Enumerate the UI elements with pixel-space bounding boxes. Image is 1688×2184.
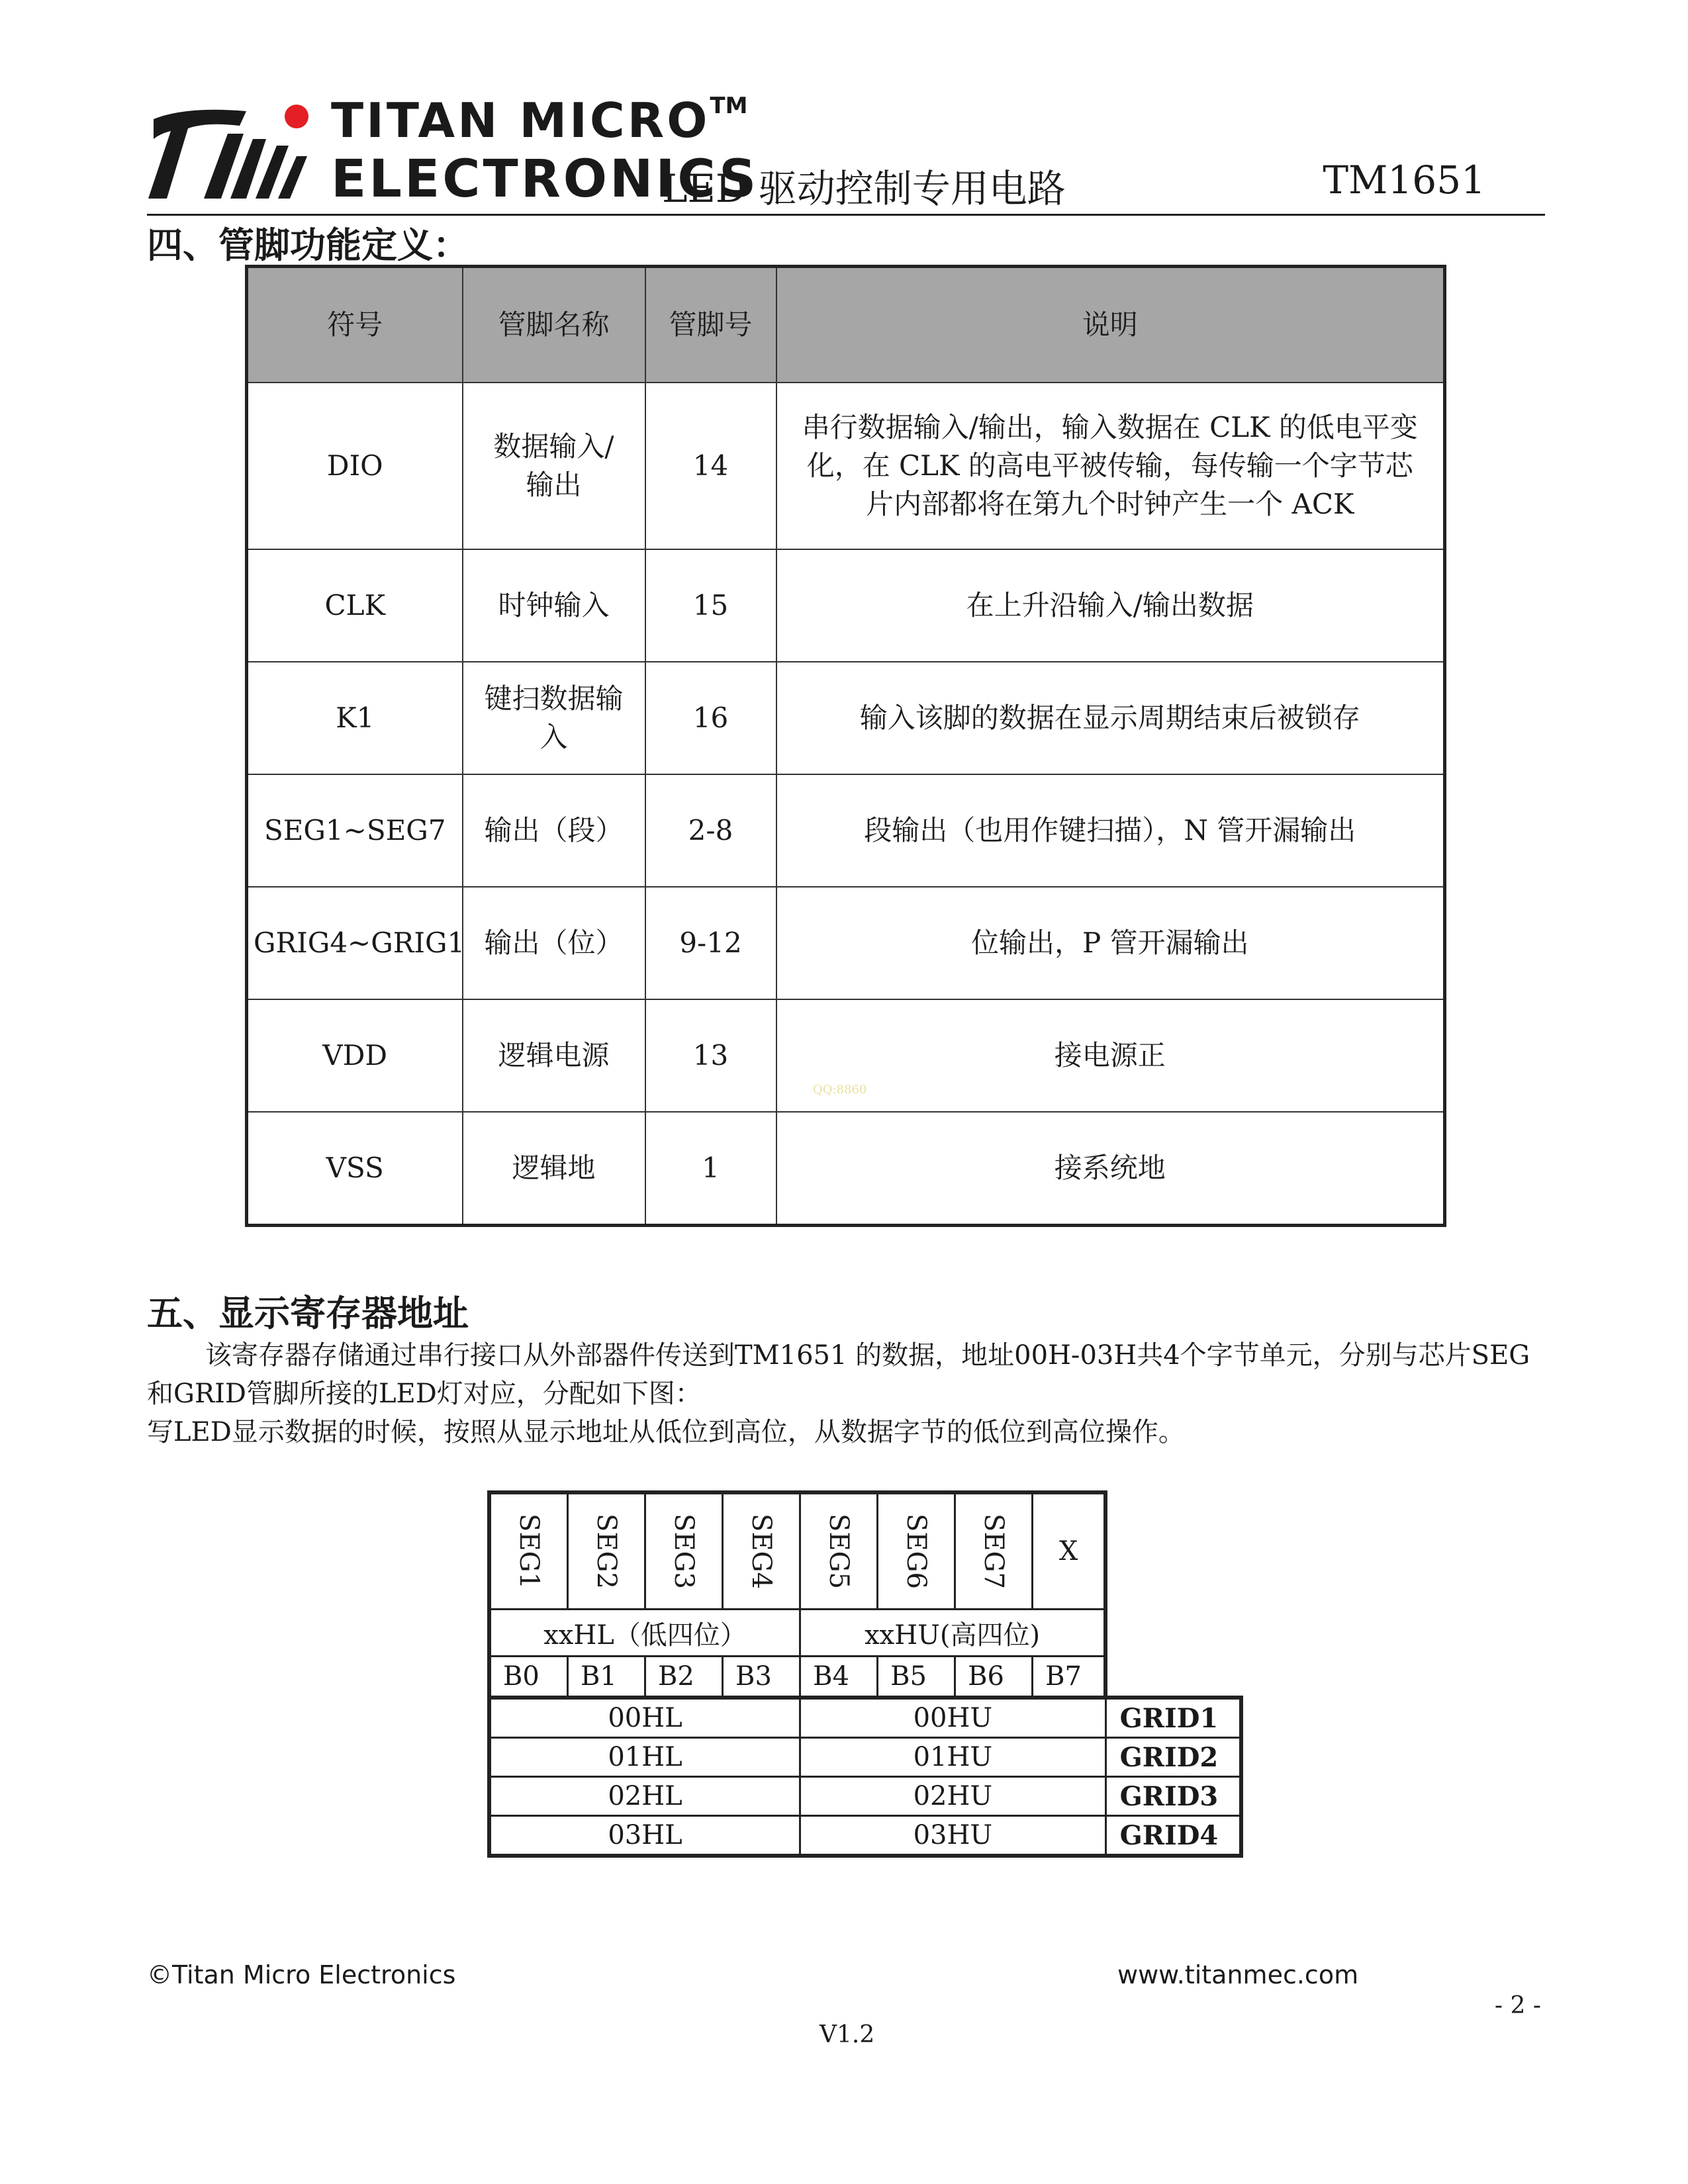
low-nibble-label: xxHL（低四位） bbox=[489, 1610, 800, 1657]
section5-heading: 五、显示寄存器地址 bbox=[147, 1292, 469, 1334]
table-row bbox=[247, 887, 1445, 999]
bit-row bbox=[489, 1657, 1241, 1698]
pin-name: 数据输入/ 输出 bbox=[463, 383, 645, 549]
segment-cell: SEG5 bbox=[800, 1492, 878, 1610]
watermark-stamp: QQ:8860 bbox=[813, 1083, 867, 1097]
pin-description: 段输出（也用作键扫描），N 管开漏输出 bbox=[776, 774, 1445, 887]
table-row bbox=[247, 662, 1445, 774]
footer-page-number: - 2 - bbox=[1494, 1992, 1541, 2019]
trademark-mark: TM bbox=[710, 93, 748, 119]
section4-heading: 四、管脚功能定义： bbox=[147, 224, 469, 266]
pin-table-header bbox=[247, 267, 1445, 383]
pin-number: 2-8 bbox=[645, 774, 776, 887]
grid-label: GRID1 bbox=[1105, 1698, 1241, 1738]
pin-description: 在上升沿输入/输出数据 bbox=[776, 549, 1445, 662]
footer-version: V1.2 bbox=[820, 2021, 875, 2048]
pin-name: 键扫数据输 入 bbox=[463, 662, 645, 774]
pin-number: 14 bbox=[645, 383, 776, 549]
address-low: 02HL bbox=[489, 1777, 800, 1816]
table-row bbox=[247, 1112, 1445, 1226]
pin-name: 输出（位） bbox=[463, 887, 645, 999]
address-low: 01HL bbox=[489, 1738, 800, 1777]
segment-cell: SEG2 bbox=[568, 1492, 645, 1610]
address-low: 03HL bbox=[489, 1816, 800, 1856]
company-name-line2: ELECTRONICS bbox=[331, 150, 759, 209]
pin-symbol: CLK bbox=[247, 549, 463, 662]
pin-symbol: VSS bbox=[247, 1112, 463, 1226]
address-row bbox=[489, 1777, 1241, 1816]
pin-number: 15 bbox=[645, 549, 776, 662]
address-row bbox=[489, 1698, 1241, 1738]
footer-copyright: ©Titan Micro Electronics bbox=[147, 1960, 456, 1989]
pin-description: 接系统地 bbox=[776, 1112, 1445, 1226]
pin-number: 13 bbox=[645, 999, 776, 1112]
pin-number: 16 bbox=[645, 662, 776, 774]
pin-symbol: GRIG4~GRIG1 bbox=[247, 887, 463, 999]
pin-symbol: K1 bbox=[247, 662, 463, 774]
table-row bbox=[247, 549, 1445, 662]
high-nibble-label: xxHU(高四位) bbox=[800, 1610, 1106, 1657]
pin-description: 输入该脚的数据在显示周期结束后被锁存 bbox=[776, 662, 1445, 774]
grid-label: GRID4 bbox=[1105, 1816, 1241, 1856]
section5-paragraph-line2: 和GRID管脚所接的LED灯对应，分配如下图： bbox=[147, 1379, 702, 1409]
segment-row bbox=[489, 1492, 1241, 1610]
section5-paragraph-line1: 该寄存器存储通过串行接口从外部器件传送到TM1651 的数据，地址00H-03H共4个字节单元，分别与芯片SEG bbox=[205, 1340, 1530, 1371]
pin-symbol: VDD bbox=[247, 999, 463, 1112]
pin-name: 逻辑地 bbox=[463, 1112, 645, 1226]
bit-cell: B0 bbox=[489, 1657, 568, 1698]
company-logo-icon bbox=[147, 99, 312, 205]
pin-description: 位输出，P 管开漏输出 bbox=[776, 887, 1445, 999]
segment-cell: SEG7 bbox=[955, 1492, 1033, 1610]
bit-cell: B2 bbox=[645, 1657, 723, 1698]
segment-cell: SEG3 bbox=[645, 1492, 723, 1610]
nibble-row bbox=[489, 1610, 1241, 1657]
address-low: 00HL bbox=[489, 1698, 800, 1738]
segment-cell: SEG6 bbox=[878, 1492, 955, 1610]
pin-symbol: DIO bbox=[247, 383, 463, 549]
segment-cell: X bbox=[1033, 1492, 1106, 1610]
pin-name: 时钟输入 bbox=[463, 549, 645, 662]
table-row bbox=[247, 774, 1445, 887]
bit-cell: B7 bbox=[1033, 1657, 1106, 1698]
bit-cell: B3 bbox=[723, 1657, 800, 1698]
document-model: TM1651 bbox=[1323, 158, 1485, 203]
bit-cell: B4 bbox=[800, 1657, 878, 1698]
pin-number: 1 bbox=[645, 1112, 776, 1226]
bit-cell: B5 bbox=[878, 1657, 955, 1698]
footer-website: www.titanmec.com bbox=[1117, 1960, 1359, 1989]
pin-name: 输出（段） bbox=[463, 774, 645, 887]
segment-cell: SEG1 bbox=[489, 1492, 568, 1610]
address-high: 02HU bbox=[800, 1777, 1106, 1816]
register-map-table bbox=[487, 1490, 1243, 1858]
table-row bbox=[247, 383, 1445, 549]
grid-label: GRID2 bbox=[1105, 1738, 1241, 1777]
section5-paragraph-line3: 写LED显示数据的时候，按照从显示地址从低位到高位，从数据字节的低位到高位操作。 bbox=[147, 1417, 1185, 1447]
company-name-line1: TITAN MICRO™ bbox=[331, 93, 748, 148]
col-header-pin-name: 管脚名称 bbox=[463, 267, 645, 383]
bit-cell: B6 bbox=[955, 1657, 1033, 1698]
pin-description: 串行数据输入/输出，输入数据在 CLK 的低电平变 化，在 CLK 的高电平被传输，每传输一个字节芯 片内部都将在第九个时钟产生一个 ACK bbox=[776, 383, 1445, 549]
address-high: 00HU bbox=[800, 1698, 1106, 1738]
header-divider bbox=[147, 214, 1545, 216]
col-header-pin-number: 管脚号 bbox=[645, 267, 776, 383]
bit-cell: B1 bbox=[568, 1657, 645, 1698]
pin-description: 接电源正 bbox=[776, 999, 1445, 1112]
grid-label: GRID3 bbox=[1105, 1777, 1241, 1816]
pin-symbol: SEG1~SEG7 bbox=[247, 774, 463, 887]
col-header-description: 说明 bbox=[776, 267, 1445, 383]
col-header-symbol: 符号 bbox=[247, 267, 463, 383]
address-high: 01HU bbox=[800, 1738, 1106, 1777]
address-row bbox=[489, 1816, 1241, 1856]
document-title: LED 驱动控制专用电路 bbox=[662, 166, 1066, 211]
pin-name: 逻辑电源 bbox=[463, 999, 645, 1112]
segment-cell: SEG4 bbox=[723, 1492, 800, 1610]
address-high: 03HU bbox=[800, 1816, 1106, 1856]
pin-number: 9-12 bbox=[645, 887, 776, 999]
address-row bbox=[489, 1738, 1241, 1777]
